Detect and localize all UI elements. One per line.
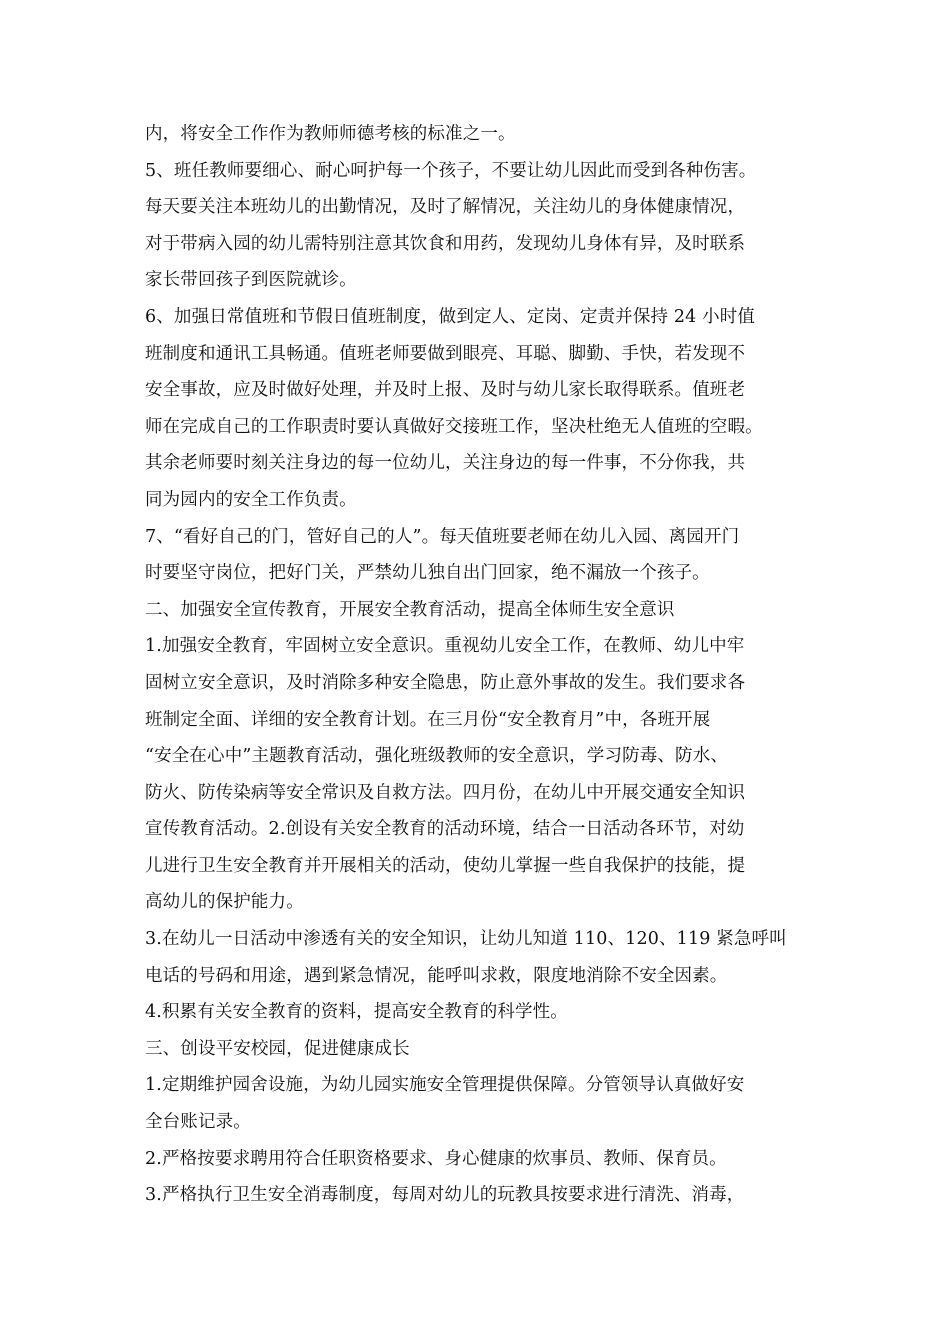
text-line: 2.严格按要求聘用符合任职资格要求、身心健康的炊事员、教师、保育员。: [145, 1148, 727, 1169]
text-line: 班制定全面、详细的安全教育计划。在三月份“安全教育月”中，各班开展: [145, 709, 711, 730]
text-line: 儿进行卫生安全教育并开展相关的活动，使幼儿掌握一些自我保护的技能，提: [145, 855, 746, 876]
text-line: 师在完成自己的工作职责时要认真做好交接班工作，坚决杜绝无人值班的空暇。: [145, 416, 763, 437]
text-line: 时要坚守岗位，把好门关，严禁幼儿独自出门回家，绝不漏放一个孩子。: [145, 563, 710, 584]
text-line: 1.定期维护园舍设施，为幼儿园实施安全管理提供保障。分管领导认真做好安: [145, 1075, 745, 1096]
text-line: 全台账记录。: [145, 1112, 251, 1133]
text-line: 电话的号码和用途，遇到紧急情况，能呼叫求救，限度地消除不安全因素。: [145, 965, 728, 986]
text-line: 对于带病入园的幼儿需特别注意其饮食和用药，发现幼儿身体有异，及时联系: [145, 233, 746, 254]
text-line: 4.积累有关安全教育的资料，提高安全教育的科学性。: [145, 1002, 568, 1023]
text-line: 家长带回孩子到医院就诊。: [145, 270, 357, 291]
text-line: 3.严格执行卫生安全消毒制度，每周对幼儿的玩教具按要求进行清洗、消毒，: [145, 1185, 745, 1206]
text-line: 高幼儿的保护能力。: [145, 892, 304, 913]
text-line: 3.在幼儿一日活动中渗透有关的安全知识，让幼儿知道 110、120、119 紧急呼叫: [145, 929, 787, 950]
text-line: 其余老师要时刻关注身边的每一位幼儿，关注身边的每一件事，不分你我，共: [145, 453, 746, 474]
document-body: [145, 116, 825, 1214]
text-line: 内，将安全工作作为教师师德考核的标准之一。: [145, 124, 516, 144]
text-line: 7、“看好自己的门，管好自己的人”。每天值班要老师在幼儿入园、离园开门: [145, 526, 740, 547]
text-line: 固树立安全意识，及时消除多种安全隐患，防止意外事故的发生。我们要求各: [145, 672, 746, 693]
text-line: 安全事故，应及时做好处理，并及时上报、及时与幼儿家长取得联系。值班老: [145, 380, 746, 401]
text-line: “安全在心中”主题教育活动，强化班级教师的安全意识，学习防毒、防水、: [145, 746, 728, 767]
text-line: 防火、防传染病等安全常识及自救方法。四月份，在幼儿中开展交通安全知识: [145, 782, 746, 803]
text-line: 同为园内的安全工作负责。: [145, 489, 357, 510]
text-line: 6、加强日常值班和节假日值班制度，做到定人、定岗、定责并保持 24 小时值: [145, 306, 756, 327]
text-line: 宣传教育活动。2.创设有关安全教育的活动环境，结合一日活动各环节，对幼: [145, 819, 745, 840]
section-heading: 二、加强安全宣传教育，开展安全教育活动，提高全体师生安全意识: [145, 599, 675, 620]
section-heading: 三、创设平安校园，促进健康成长: [145, 1038, 410, 1059]
text-line: 1.加强安全教育，牢固树立安全意识。重视幼儿安全工作，在教师、幼儿中牢: [145, 636, 745, 657]
text-line: 每天要关注本班幼儿的出勤情况，及时了解情况，关注幼儿的身体健康情况，: [145, 197, 746, 218]
text-line: 班制度和通讯工具畅通。值班老师要做到眼亮、耳聪、脚勤、手快，若发现不: [145, 343, 746, 364]
text-line: 5、班任教师要细心、耐心呵护每一个孩子，不要让幼儿因此而受到各种伤害。: [145, 160, 757, 181]
